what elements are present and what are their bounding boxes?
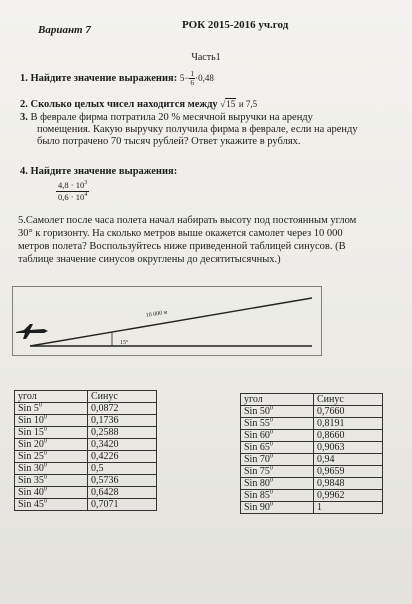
angle-cell bbox=[241, 466, 314, 478]
task-1-expr-post: ·0,48 bbox=[195, 72, 214, 83]
task-1-frac-den: 6 bbox=[190, 78, 195, 87]
angle-text: Sin 65 bbox=[244, 442, 270, 453]
table-row bbox=[15, 463, 157, 475]
angle-cell bbox=[241, 454, 314, 466]
angle-cell bbox=[15, 403, 88, 415]
task-2-tail: и 7,5 bbox=[238, 99, 258, 109]
table-header-row bbox=[241, 394, 383, 406]
angle-cell bbox=[15, 415, 88, 427]
climb-path-line bbox=[30, 298, 312, 346]
sine-cell: 0,8191 bbox=[314, 418, 383, 430]
table-header-row bbox=[15, 391, 157, 403]
angle-text: Sin 40 bbox=[18, 487, 44, 498]
degree-mark: 0 bbox=[269, 501, 273, 508]
task-3-number: 3. bbox=[20, 112, 28, 123]
angle-text: Sin 75 bbox=[244, 466, 270, 477]
table-row bbox=[241, 442, 383, 454]
sine-cell: 0,4226 bbox=[88, 451, 157, 463]
table-row bbox=[241, 478, 383, 490]
plane-climb-figure bbox=[12, 286, 322, 356]
angle-cell bbox=[15, 451, 88, 463]
degree-mark: 0 bbox=[269, 429, 273, 436]
task-4-frac-den-exp: 4 bbox=[84, 192, 88, 199]
degree-mark: 0 bbox=[269, 441, 273, 448]
angle-text: Sin 30 bbox=[18, 463, 44, 474]
sine-cell: 0,9848 bbox=[314, 478, 383, 490]
degree-mark: 0 bbox=[38, 402, 42, 409]
sine-cell: 0,3420 bbox=[88, 439, 157, 451]
header-sine: Синус bbox=[314, 394, 383, 406]
table-row bbox=[241, 466, 383, 478]
degree-mark: 0 bbox=[43, 498, 47, 505]
degree-mark: 0 bbox=[43, 414, 47, 421]
degree-mark: 0 bbox=[43, 450, 47, 457]
task-3-line-1: В феврале фирма потратила 20 % месячной выручки на аренду bbox=[30, 112, 313, 123]
task-2-text: Сколько целых чисел находится между bbox=[30, 99, 218, 110]
figure-frame bbox=[13, 287, 322, 356]
angle-cell bbox=[15, 475, 88, 487]
task-2-number: 2. bbox=[20, 99, 28, 110]
degree-mark: 0 bbox=[269, 465, 273, 472]
task-2: 2. Сколько целых чисел находится между √15 и 7,5 bbox=[20, 99, 258, 110]
angle-cell bbox=[15, 427, 88, 439]
angle-cell bbox=[241, 418, 314, 430]
task-4-text: Найдите значение выражения: bbox=[30, 166, 178, 177]
table-row bbox=[15, 451, 157, 463]
task-4-number: 4. bbox=[20, 166, 28, 177]
angle-text: Sin 90 bbox=[244, 502, 270, 513]
degree-mark: 0 bbox=[269, 489, 273, 496]
angle-text: Sin 55 bbox=[244, 418, 270, 429]
angle-cell bbox=[241, 502, 314, 514]
degree-mark: 0 bbox=[43, 474, 47, 481]
degree-mark: 0 bbox=[269, 477, 273, 484]
header-angle: угол bbox=[15, 391, 88, 403]
task-4-frac-num-exp: 3 bbox=[84, 180, 88, 187]
angle-cell bbox=[15, 439, 88, 451]
task-1-number: 1. bbox=[20, 72, 28, 84]
degree-mark: 0 bbox=[43, 438, 47, 445]
table-row bbox=[15, 487, 157, 499]
table-row bbox=[241, 406, 383, 418]
angle-cell bbox=[241, 490, 314, 502]
sine-cell: 0,7660 bbox=[314, 406, 383, 418]
angle-text: Sin 20 bbox=[18, 439, 44, 450]
sine-cell: 0,9659 bbox=[314, 466, 383, 478]
sine-table-right bbox=[240, 393, 383, 514]
angle-text: Sin 85 bbox=[244, 490, 270, 501]
sine-cell: 0,9962 bbox=[314, 490, 383, 502]
task-4-fraction bbox=[56, 180, 89, 203]
degree-mark: 0 bbox=[43, 426, 47, 433]
angle-text: Sin 50 bbox=[244, 406, 270, 417]
header-sine: Синус bbox=[88, 391, 157, 403]
task-5-line-4: таблице значение синусов округлены до десятитысячных.) bbox=[18, 254, 281, 265]
sine-cell: 0,1736 bbox=[88, 415, 157, 427]
sine-cell: 0,8660 bbox=[314, 430, 383, 442]
angle-text: Sin 60 bbox=[244, 430, 270, 441]
angle-text: Sin 15 bbox=[18, 427, 44, 438]
task-1-expr-pre: 5− bbox=[179, 72, 190, 83]
airplane-icon bbox=[16, 324, 48, 339]
header-angle: угол bbox=[241, 394, 314, 406]
angle-text: Sin 10 bbox=[18, 415, 44, 426]
angle-text: Sin 70 bbox=[244, 454, 270, 465]
sine-cell: 0,7071 bbox=[88, 499, 157, 511]
sine-table-left bbox=[14, 390, 157, 511]
angle-text: Sin 45 bbox=[18, 499, 44, 510]
angle-text: Sin 80 bbox=[244, 478, 270, 489]
table-row bbox=[15, 475, 157, 487]
task-2-root: 15 bbox=[226, 99, 236, 109]
degree-mark: 0 bbox=[269, 453, 273, 460]
sine-cell: 0,5 bbox=[88, 463, 157, 475]
angle-label: 15° bbox=[120, 340, 129, 346]
task-1-frac-num: 1 bbox=[190, 69, 195, 78]
sine-cell: 1 bbox=[314, 502, 383, 514]
table-row bbox=[241, 502, 383, 514]
angle-cell bbox=[241, 430, 314, 442]
sine-cell: 0,9063 bbox=[314, 442, 383, 454]
angle-cell bbox=[15, 463, 88, 475]
task-1 bbox=[20, 70, 214, 87]
task-5-line-2: 30° к горизонту. На сколько метров выше окажется самолет через 10 000 bbox=[18, 228, 343, 239]
angle-text: Sin 5 bbox=[18, 403, 39, 414]
angle-text: Sin 25 bbox=[18, 451, 44, 462]
angle-cell bbox=[241, 406, 314, 418]
angle-cell bbox=[241, 478, 314, 490]
task-4 bbox=[20, 166, 177, 178]
task-5-line-1: 5.Самолет после часа полета начал набирать высоту под постоянным углом bbox=[18, 215, 357, 226]
task-5-line-3: метров полета? Воспользуйтесь ниже приведенной таблицей синусов. (В bbox=[18, 241, 346, 252]
sine-cell: 0,2588 bbox=[88, 427, 157, 439]
page-title: РОК 2015-2016 уч.год bbox=[182, 19, 289, 31]
table-row bbox=[241, 418, 383, 430]
angle-text: Sin 35 bbox=[18, 475, 44, 486]
angle-cell bbox=[241, 442, 314, 454]
variant-label: Вариант 7 bbox=[38, 24, 91, 36]
task-1-text: Найдите значение выражения: bbox=[30, 72, 178, 84]
sine-cell: 0,5736 bbox=[88, 475, 157, 487]
table-row bbox=[241, 490, 383, 502]
table-row bbox=[241, 430, 383, 442]
part-label: Часть1 bbox=[191, 52, 221, 63]
degree-mark: 0 bbox=[43, 486, 47, 493]
task-3-line-3: было потрачено 70 тысяч рублей? Ответ укажите в рублях. bbox=[37, 136, 301, 147]
table-row bbox=[15, 499, 157, 511]
angle-cell bbox=[15, 487, 88, 499]
table-row bbox=[15, 439, 157, 451]
angle-cell bbox=[15, 499, 88, 511]
sine-cell: 0,6428 bbox=[88, 487, 157, 499]
sine-cell: 0,94 bbox=[314, 454, 383, 466]
table-row bbox=[241, 454, 383, 466]
degree-mark: 0 bbox=[269, 405, 273, 412]
table-row bbox=[15, 415, 157, 427]
table-row bbox=[15, 403, 157, 415]
degree-mark: 0 bbox=[269, 417, 273, 424]
distance-label: 10 000 м bbox=[145, 309, 168, 319]
task-3-line-2: помещения. Какую выручку получила фирма в феврале, если на аренду bbox=[37, 124, 358, 135]
task-3 bbox=[20, 112, 313, 124]
task-4-frac-den: 0,6 · 10 bbox=[58, 192, 85, 202]
task-4-frac-num: 4,8 · 10 bbox=[58, 180, 85, 190]
degree-mark: 0 bbox=[43, 462, 47, 469]
table-row bbox=[15, 427, 157, 439]
sine-cell: 0,0872 bbox=[88, 403, 157, 415]
